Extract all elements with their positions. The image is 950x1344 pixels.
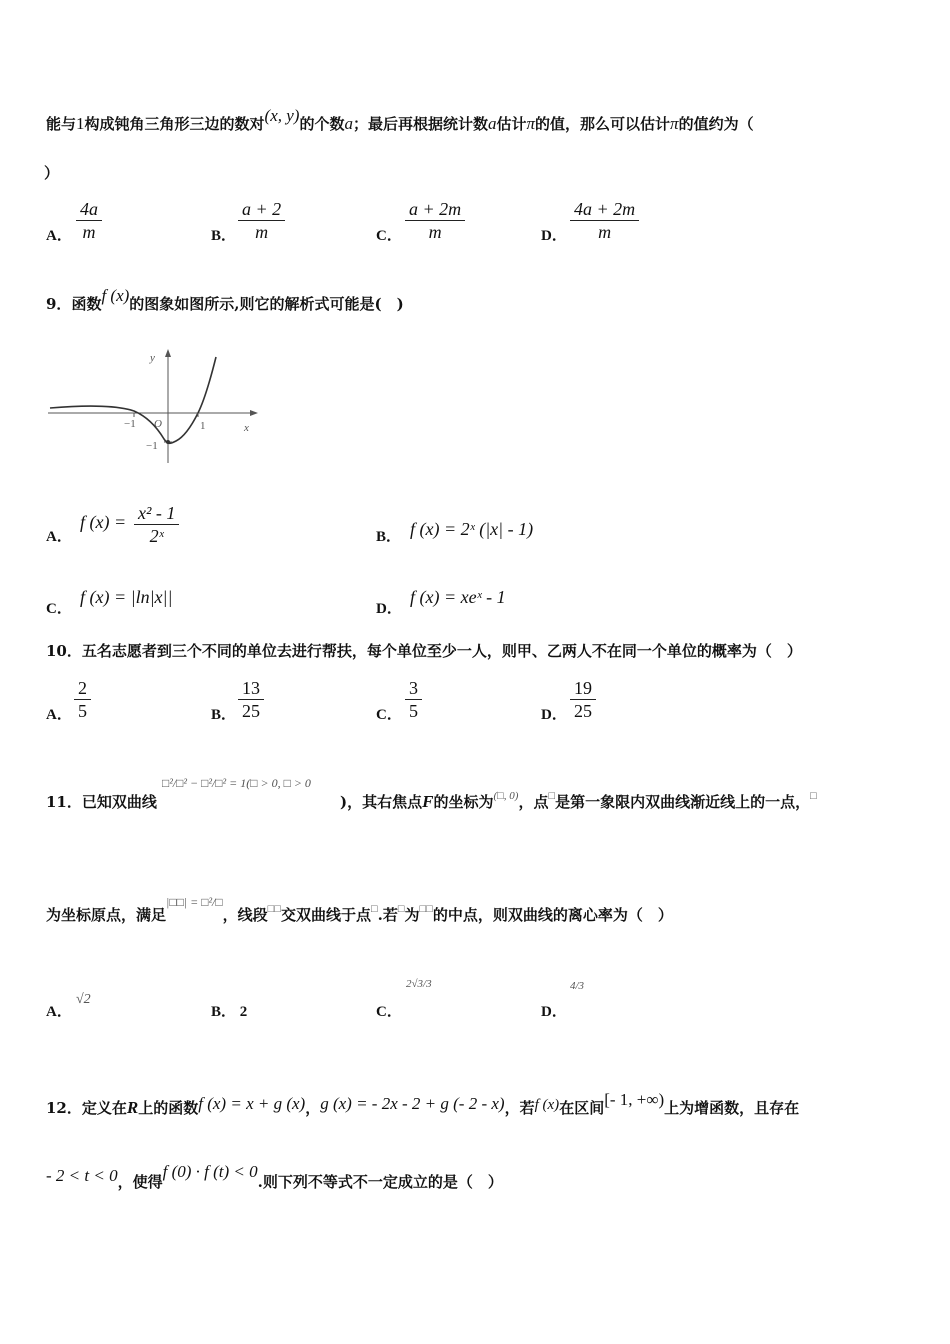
graph-tick-1: 1 bbox=[200, 420, 206, 432]
q11-stem-line2: 为坐标原点，满足$^{|□□| = □^2/□}$，线段□□交双曲线于点□.若□为□□的中点，则双曲线的离心率为（ ） bbox=[46, 895, 673, 924]
q11-option-b-expr: 2 bbox=[239, 1004, 248, 1020]
q8-option-a-fraction: $\frac{4a}{m}$ bbox=[76, 198, 102, 243]
q9-option-a-label: A． bbox=[46, 529, 72, 545]
graph-origin-label: O bbox=[154, 418, 162, 430]
q11-option-a-expr: √2 bbox=[76, 992, 91, 1007]
q11-option-c-expr: 2√3/3 bbox=[406, 978, 432, 990]
q9-stem: 9．函数f (x)的图象如图所示,则它的解析式可能是( ) bbox=[46, 286, 404, 313]
q8-option-b-fraction: $\frac{a + 2}{m}$ bbox=[238, 198, 285, 243]
q12-stem-line1: 12．定义在R上的函数f (x) = x + g (x)，g (x) = - 2x - 2 + g (- 2 - x)，若f (x)在区间[- 1, +∞)上为增函数，且存在 bbox=[46, 1090, 800, 1117]
q12-stem-line2: - 2 < t < 0，使得f (0) · f (t) < 0.则下列不等式不一定成立的是（ ） bbox=[46, 1162, 503, 1191]
q9-option-a-lhs: f (x) = bbox=[80, 512, 127, 532]
q10-option-d-label: D． bbox=[541, 707, 567, 723]
x-axis-arrow-icon bbox=[250, 410, 258, 416]
q11-option-c-label: C． bbox=[376, 1004, 402, 1020]
q11-hyperbola-equation: □²/□² − □²/□² = 1(□ > 0, □ > 0 bbox=[162, 776, 311, 790]
q9-option-d-expr: f (x) = xeˣ - 1 bbox=[410, 587, 506, 607]
q9-number: 9． bbox=[46, 295, 72, 313]
q9-function-graph bbox=[46, 345, 262, 467]
q9-option-c-expr: f (x) = |ln|x|| bbox=[80, 587, 173, 607]
q8-stem-line1: 能与1构成钝角三角形三边的数对(x, y)的个数a；最后再根据统计数a估计π的值，那么可以估计π的值约为（ bbox=[46, 106, 754, 133]
y-axis-arrow-icon bbox=[165, 349, 171, 357]
graph-tick-neg1: −1 bbox=[124, 418, 136, 430]
q9-option-a-fraction: $\frac{\text{x² - 1}}{\text{2ˣ}}$ bbox=[134, 502, 179, 547]
q12-g-definition: g (x) = - 2x - 2 + g (- 2 - x) bbox=[320, 1094, 505, 1113]
q11-condition: |□□| = □²/□ bbox=[166, 895, 223, 909]
q11-stem-line1-rest: )，其右焦点F的坐标为$^{(□, 0)}$，点□是第一象限内双曲线渐近线上的一点，□ bbox=[340, 790, 817, 811]
q8-option-c-fraction: $\frac{a + 2m}{m}$ bbox=[405, 198, 465, 243]
number-one: 1 bbox=[76, 114, 85, 133]
graph-tick-yneg1: −1 bbox=[146, 440, 158, 452]
q8-option-b-label: B． bbox=[211, 228, 237, 244]
q8-option-d-label: D． bbox=[541, 228, 567, 244]
q11-option-b-label: B． 2 bbox=[211, 1004, 248, 1020]
q8-option-d-fraction: $\frac{4a + 2m}{m}$ bbox=[570, 198, 639, 243]
q8-option-a-label: A． bbox=[46, 228, 72, 244]
q11-option-d-expr: 4/3 bbox=[570, 980, 585, 992]
q12-f-definition: f (x) = x + g (x) bbox=[198, 1094, 306, 1113]
graph-x-label: x bbox=[244, 422, 249, 434]
q9-option-b-expr: f (x) = 2ˣ (|x| - 1) bbox=[410, 519, 534, 539]
q9-option-d-label: D． bbox=[376, 601, 402, 617]
q8-stem-line2: ） bbox=[44, 164, 60, 182]
q12-inequality: f (0) · f (t) < 0 bbox=[162, 1162, 258, 1181]
q10-option-b-fraction: $\frac{13}{25}$ bbox=[238, 677, 264, 722]
q9-option-b-label: B． bbox=[376, 529, 402, 545]
q11-option-a-label: A． bbox=[46, 1004, 72, 1020]
q10-option-a-fraction: $\frac{2}{5}$ bbox=[74, 677, 91, 722]
q10-option-a-label: A． bbox=[46, 707, 72, 723]
q9-option-c-label: C． bbox=[46, 601, 72, 617]
q10-option-b-label: B． bbox=[211, 707, 237, 723]
q12-interval: [- 1, +∞) bbox=[604, 1090, 665, 1109]
q10-option-c-label: C． bbox=[376, 707, 402, 723]
q12-number: 12． bbox=[46, 1099, 82, 1117]
q11-number: 11． bbox=[46, 793, 82, 811]
q9-fx: f (x) bbox=[101, 286, 130, 305]
pair-xy: (x, y) bbox=[264, 106, 300, 125]
graph-y-label: y bbox=[150, 352, 155, 364]
q11-stem-line1: 11．已知双曲线 bbox=[46, 793, 157, 811]
q11-option-d-label: D． bbox=[541, 1004, 567, 1020]
q12-t-condition: - 2 < t < 0 bbox=[46, 1166, 118, 1185]
q10-option-d-fraction: $\frac{19}{25}$ bbox=[570, 677, 596, 722]
q10-option-c-fraction: $\frac{3}{5}$ bbox=[405, 677, 422, 722]
q10-stem: 10．五名志愿者到三个不同的单位去进行帮扶，每个单位至少一人，则甲、乙两人不在同一个单位的概率为（ ） bbox=[46, 642, 802, 660]
q8-option-c-label: C． bbox=[376, 228, 402, 244]
